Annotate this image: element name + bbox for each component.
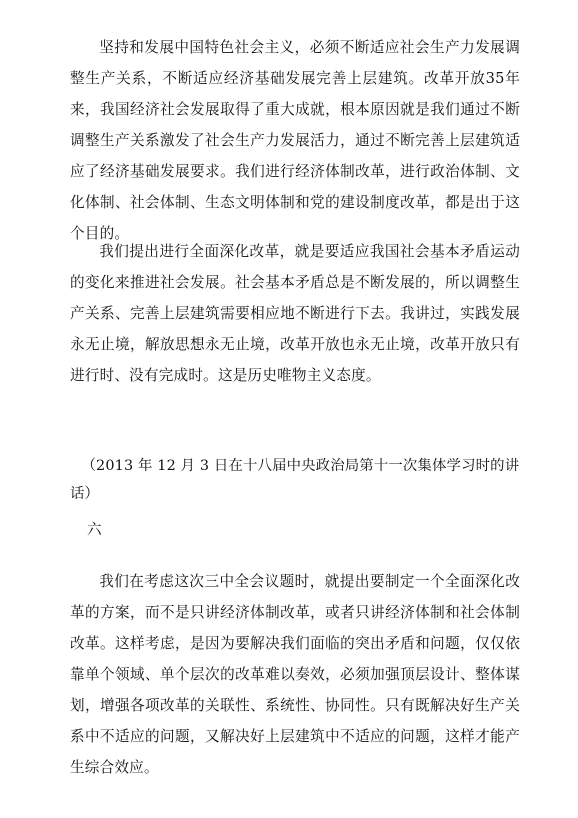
paragraph-1: 坚持和发展中国特色社会主义，必须不断适应社会生产力发展调整生产关系，不断适应经济基础发展完善上层建筑。改革开放35年来，我国经济社会发展取得了重大成就，根本原因就是我们通过不断调整生产关系激发了社会生产力发展活力，通过不断完善上层建筑适应了经济基础发展要求。我们进行经济体制改革，进行政治体制、文化体制、社会体制、生态文明体制和党的建设制度改革，都是出于这个目的。 bbox=[70, 39, 520, 242]
speech-citation: （2013 年 12 月 3 日在十八届中央政治局第十一次集体学习时的讲话） bbox=[70, 458, 520, 502]
paragraph-3: 我们在考虑这次三中全会议题时，就提出要制定一个全面深化改革的方案，而不是只讲经济体制改革，或者只讲经济体制和社会体制改革。这样考虑，是因为要解决我们面临的突出矛盾和问题，仅仅依靠单个领域、单个层次的改革难以奏效，必须加强顶层设计、整体谋划，增强各项改革的关联性、系统性、协同性。只有既解决好生产关系中不适应的问题，又解决好上层建筑中不适应的问题，这样才能产生综合效应。 bbox=[70, 573, 520, 776]
paragraph-2: 我们提出进行全面深化改革，就是要适应我国社会基本矛盾运动的变化来推进社会发展。社会基本矛盾总是不断发展的，所以调整生产关系、完善上层建筑需要相应地不断进行下去。我讲过，实践发展永无止境，解放思想永无止境，改革开放也永无止境，改革开放只有进行时、没有完成时。这是历史唯物主义态度。 bbox=[70, 243, 520, 384]
section-number: 六 bbox=[87, 521, 102, 538]
